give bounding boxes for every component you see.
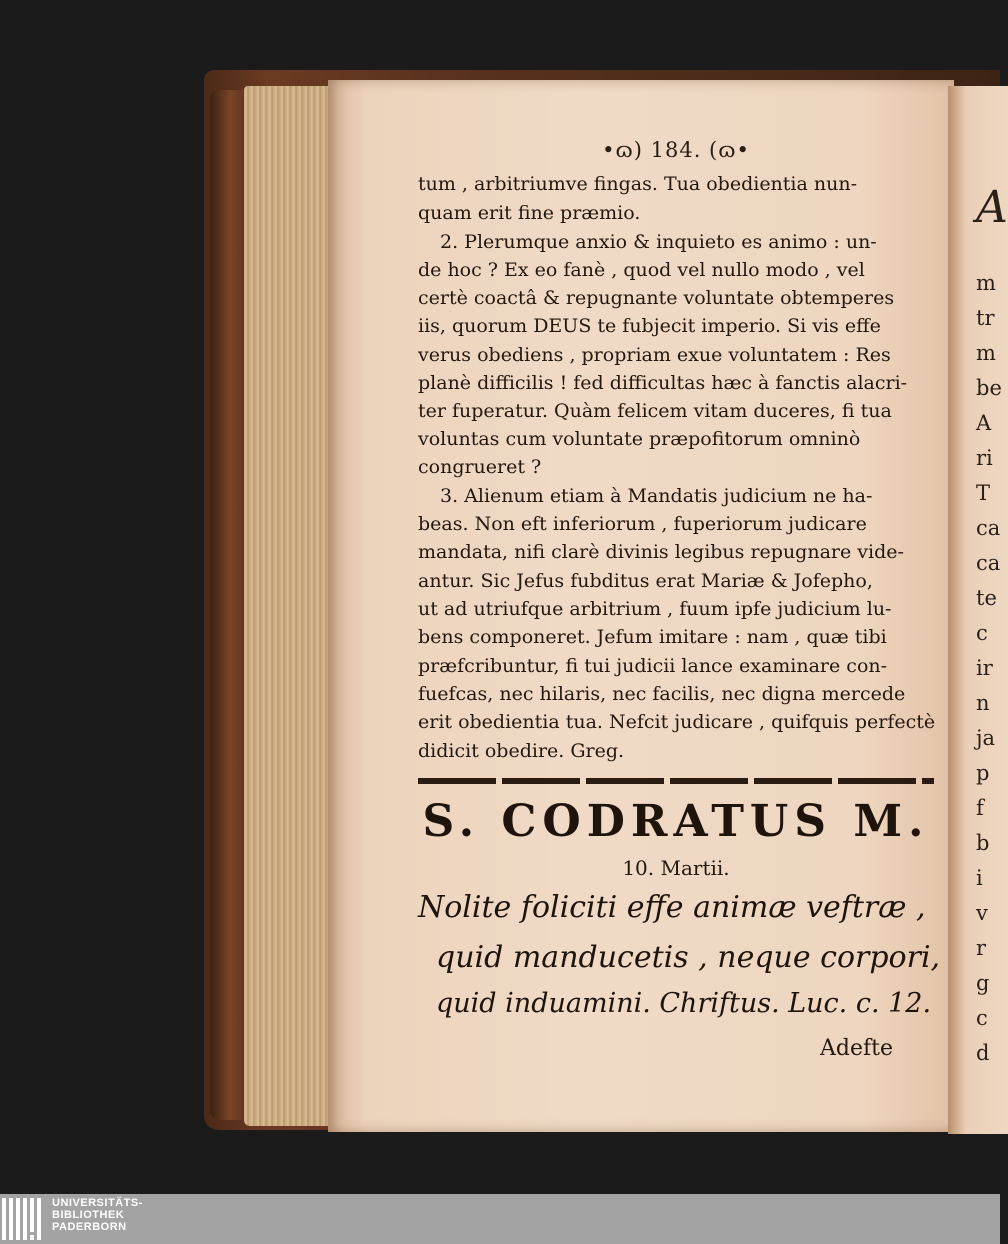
- page-edges: [244, 86, 340, 1126]
- library-name-line: PADERBORN: [52, 1221, 127, 1233]
- text-line: mandata, nifi clarè divinis legibus repugnare vide-: [418, 541, 904, 563]
- next-page-fragment: ja: [976, 726, 996, 750]
- text-line: planè difficilis ! fed difficultas hæc à fanctis alacri-: [418, 372, 908, 394]
- library-name-line: BIBLIOTHEK: [52, 1209, 125, 1221]
- text-line: verus obediens , propriam exue voluntatem : Res: [418, 344, 891, 366]
- next-page-fragment: te: [976, 586, 997, 610]
- next-page-fragment: m: [976, 271, 996, 295]
- next-page-fragment: g: [976, 971, 990, 995]
- catchword: Adefte: [820, 1036, 893, 1061]
- library-logo-icon: [2, 1196, 46, 1242]
- next-page-fragment: A: [976, 411, 992, 435]
- page-number-header: •ɷ) 184. (ɷ•: [602, 138, 750, 162]
- next-page-fragment: m: [976, 341, 996, 365]
- next-page-fragment: be: [976, 376, 1002, 400]
- verse-line: quid induamini. Chriftus. Luc. c. 12.: [436, 988, 932, 1019]
- library-footer: [0, 1194, 1000, 1244]
- text-line: 3. Alienum etiam à Mandatis judicium ne ha-: [440, 485, 873, 507]
- next-page-fragment: A: [976, 182, 1008, 233]
- text-line: bens componeret. Jefum imitare : nam , quæ tibi: [418, 626, 887, 648]
- next-page-fragment: b: [976, 831, 990, 855]
- next-page-fragment: r: [976, 936, 987, 960]
- next-page-fragment: c: [976, 621, 988, 645]
- next-page-fragment: tr: [976, 306, 995, 330]
- next-page-fragment: p: [976, 761, 990, 785]
- text-line: ter fuperatur. Quàm felicem vitam duceres, fi tua: [418, 400, 892, 422]
- ornamental-rule: [418, 778, 934, 784]
- text-line: ut ad utriufque arbitrium , fuum ipfe judicium lu-: [418, 598, 892, 620]
- next-page-fragment: d: [976, 1041, 990, 1065]
- next-page-fragment: i: [976, 866, 983, 890]
- text-line: erit obedientia tua. Nefcit judicare , quifquis perfectè: [418, 711, 936, 733]
- next-page-fragment: v: [976, 901, 988, 925]
- library-name-line: UNIVERSITÄTS-: [52, 1197, 143, 1209]
- text-line: antur. Sic Jefus fubditus erat Mariæ & Jofepho,: [418, 570, 873, 592]
- text-line: de hoc ? Ex eo fanè , quod vel nullo modo , vel: [418, 259, 865, 281]
- next-page-fragment: f: [976, 796, 984, 820]
- text-line: iis, quorum DEUS te fubjecit imperio. Si vis effe: [418, 315, 881, 337]
- text-line: tum , arbitriumve fingas. Tua obedientia nun-: [418, 173, 858, 195]
- saint-title: S. CODRATUS M.: [422, 796, 930, 847]
- next-page-fragment: T: [976, 481, 991, 505]
- next-page-fragment: ri: [976, 446, 993, 470]
- text-line: didicit obedire. Greg.: [418, 740, 625, 762]
- right-page-edge: [948, 86, 1008, 1134]
- verse-line: Nolite foliciti effe animæ veftræ ,: [418, 890, 926, 925]
- next-page-fragment: ca: [976, 516, 1001, 540]
- text-line: beas. Non eft inferiorum , fuperiorum judicare: [418, 513, 867, 535]
- next-page-fragment: ca: [976, 551, 1001, 575]
- verse-line: quid manducetis , neque corpori,: [436, 940, 941, 975]
- text-line: fuefcas, nec hilaris, nec facilis, nec digna mercede: [418, 683, 906, 705]
- next-page-fragment: c: [976, 1006, 988, 1030]
- text-line: 2. Plerumque anxio & inquieto es animo : un-: [440, 231, 877, 253]
- text-line: congrueret ?: [418, 456, 542, 478]
- text-line: quam erit fine præmio.: [418, 202, 641, 224]
- next-page-fragment: ir: [976, 656, 993, 680]
- text-line: præfcribuntur, fi tui judicii lance examinare con-: [418, 655, 888, 677]
- text-line: voluntas cum voluntate præpofitorum omninò: [418, 428, 861, 450]
- library-name: [52, 1197, 143, 1233]
- next-page-fragment: n: [976, 691, 990, 715]
- text-line: certè coactâ & repugnante voluntate obtemperes: [418, 287, 895, 309]
- feast-date: 10. Martii.: [622, 856, 730, 880]
